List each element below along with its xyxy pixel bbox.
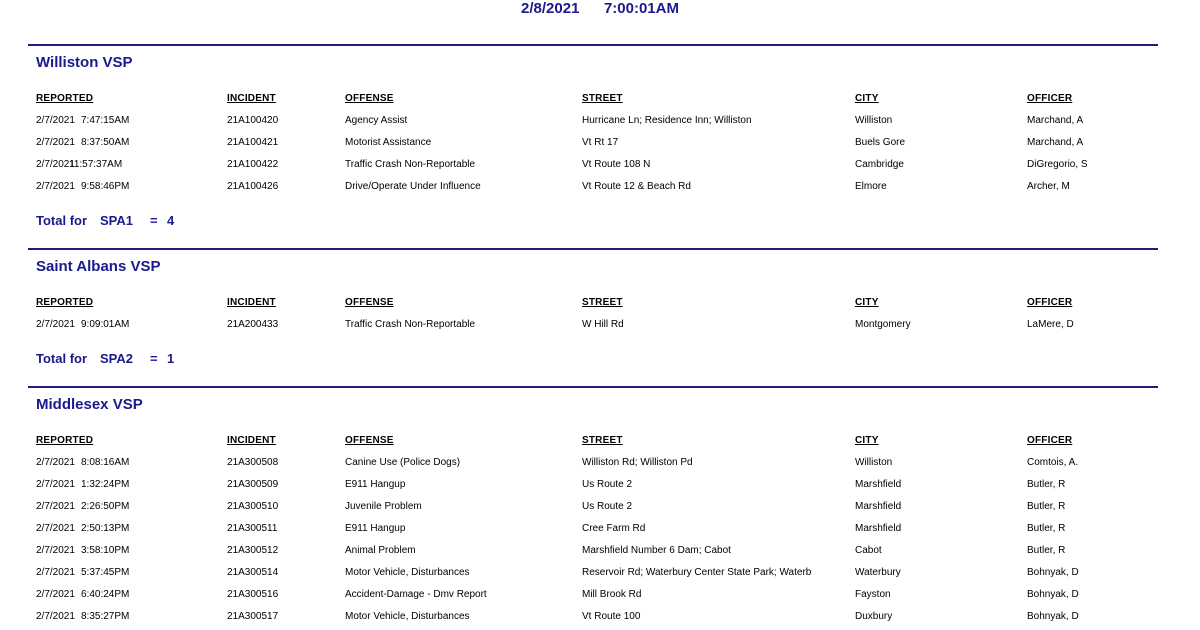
cell-offense: Animal Problem [345, 545, 416, 556]
cell-street: Vt Route 100 [582, 611, 641, 622]
column-header-city: CITY [855, 93, 879, 104]
cell-incident: 21A300514 [227, 567, 279, 578]
cell-city: Duxbury [855, 611, 893, 622]
report-date: 2/8/2021 [521, 0, 580, 17]
cell-street: Us Route 2 [582, 501, 633, 512]
cell-city: Marshfield [855, 501, 902, 512]
column-header-officer: OFFICER [1027, 93, 1073, 104]
column-header-offense: OFFENSE [345, 93, 394, 104]
cell-city: Fayston [855, 589, 891, 600]
cell-incident: 21A300510 [227, 501, 279, 512]
cell-offense: Agency Assist [345, 115, 408, 126]
section-divider [28, 248, 1158, 250]
cell-incident: 21A100426 [227, 181, 279, 192]
cell-offense: E911 Hangup [345, 479, 406, 490]
column-header-officer: OFFICER [1027, 435, 1073, 446]
cell-street: Vt Route 12 & Beach Rd [582, 181, 691, 192]
cell-city: Cabot [855, 545, 882, 556]
total-count: 4 [167, 213, 175, 228]
cell-street: Cree Farm Rd [582, 523, 646, 534]
cell-city: Marshfield [855, 523, 902, 534]
cell-incident: 21A100421 [227, 137, 279, 148]
cell-date: 2/7/2021 [36, 457, 75, 468]
cell-officer: Marchand, A [1027, 115, 1084, 126]
cell-street: Vt Rt 17 [582, 137, 619, 148]
total-code: SPA2 [100, 351, 133, 366]
total-equals: = [150, 351, 158, 366]
cell-time: 9:09:01AM [81, 319, 130, 330]
cell-date: 2/7/2021 [36, 159, 75, 170]
cell-offense: Motor Vehicle, Disturbances [345, 567, 470, 578]
cell-incident: 21A300512 [227, 545, 279, 556]
cell-officer: Comtois, A. [1027, 457, 1079, 468]
column-header-street: STREET [582, 297, 623, 308]
cell-offense: Traffic Crash Non-Reportable [345, 319, 476, 330]
cell-date: 2/7/2021 [36, 501, 75, 512]
cell-time: 2:50:13PM [81, 523, 130, 534]
cell-city: Marshfield [855, 479, 902, 490]
cell-street: W Hill Rd [582, 319, 624, 330]
cell-offense: Canine Use (Police Dogs) [345, 457, 461, 468]
cell-date: 2/7/2021 [36, 611, 75, 622]
column-header-offense: OFFENSE [345, 435, 394, 446]
cell-offense: Motorist Assistance [345, 137, 432, 148]
cell-incident: 21A300517 [227, 611, 279, 622]
cell-time: 7:47:15AM [81, 115, 130, 126]
section-title: Middlesex VSP [36, 396, 143, 413]
cell-date: 2/7/2021 [36, 319, 75, 330]
cell-time: 1:32:24PM [81, 479, 130, 490]
cell-officer: DiGregorio, S [1027, 159, 1088, 170]
cell-officer: Butler, R [1027, 479, 1066, 490]
cell-street: Marshfield Number 6 Dam; Cabot [582, 545, 731, 556]
section-title: Saint Albans VSP [36, 258, 161, 275]
cell-incident: 21A300511 [227, 523, 278, 534]
cell-incident: 21A100420 [227, 115, 279, 126]
cell-time: 8:08:16AM [81, 457, 130, 468]
cell-date: 2/7/2021 [36, 181, 75, 192]
total-label: Total for [36, 351, 88, 366]
cell-time: 11:57:37AM [69, 159, 123, 170]
cell-offense: Motor Vehicle, Disturbances [345, 611, 470, 622]
cell-offense: Juvenile Problem [345, 501, 422, 512]
cell-street: Reservoir Rd; Waterbury Center State Park; Waterb [582, 567, 812, 578]
cell-time: 8:37:50AM [81, 137, 130, 148]
cell-offense: Drive/Operate Under Influence [345, 181, 481, 192]
column-header-reported: REPORTED [36, 93, 94, 104]
cell-date: 2/7/2021 [36, 479, 75, 490]
section-title: Williston VSP [36, 54, 133, 71]
column-header-city: CITY [855, 297, 879, 308]
cell-date: 2/7/2021 [36, 137, 75, 148]
cell-street: Us Route 2 [582, 479, 633, 490]
cell-offense: E911 Hangup [345, 523, 406, 534]
cell-incident: 21A300509 [227, 479, 279, 490]
cell-offense: Traffic Crash Non-Reportable [345, 159, 476, 170]
cell-date: 2/7/2021 [36, 545, 75, 556]
cell-street: Hurricane Ln; Residence Inn; Williston [582, 115, 752, 126]
cell-incident: 21A100422 [227, 159, 279, 170]
cell-officer: Butler, R [1027, 501, 1066, 512]
cell-officer: Bohnyak, D [1027, 567, 1079, 578]
column-header-city: CITY [855, 435, 879, 446]
column-header-incident: INCIDENT [227, 93, 276, 104]
cell-incident: 21A200433 [227, 319, 279, 330]
cell-time: 8:35:27PM [81, 611, 130, 622]
cell-officer: Bohnyak, D [1027, 611, 1079, 622]
cell-officer: Bohnyak, D [1027, 589, 1079, 600]
total-label: Total for [36, 213, 88, 228]
column-header-incident: INCIDENT [227, 297, 276, 308]
cell-officer: Archer, M [1027, 181, 1070, 192]
cell-street: Williston Rd; Williston Pd [582, 457, 693, 468]
cell-city: Elmore [855, 181, 887, 192]
cell-street: Mill Brook Rd [582, 589, 642, 600]
cell-officer: Butler, R [1027, 523, 1066, 534]
cell-city: Waterbury [855, 567, 901, 578]
cell-date: 2/7/2021 [36, 115, 75, 126]
cell-date: 2/7/2021 [36, 567, 75, 578]
column-header-street: STREET [582, 93, 623, 104]
cell-time: 5:37:45PM [81, 567, 130, 578]
cell-incident: 21A300516 [227, 589, 279, 600]
cell-time: 9:58:46PM [81, 181, 130, 192]
cell-officer: LaMere, D [1027, 319, 1074, 330]
column-header-incident: INCIDENT [227, 435, 276, 446]
cell-city: Williston [855, 457, 893, 468]
section-divider [28, 386, 1158, 388]
section-divider [28, 44, 1158, 46]
cell-offense: Accident-Damage - Dmv Report [345, 589, 487, 600]
cell-time: 6:40:24PM [81, 589, 130, 600]
cell-city: Montgomery [855, 319, 911, 330]
cell-city: Williston [855, 115, 893, 126]
cell-city: Buels Gore [855, 137, 906, 148]
cell-officer: Butler, R [1027, 545, 1066, 556]
column-header-street: STREET [582, 435, 623, 446]
total-equals: = [150, 213, 158, 228]
cell-date: 2/7/2021 [36, 589, 75, 600]
total-count: 1 [167, 351, 175, 366]
column-header-offense: OFFENSE [345, 297, 394, 308]
cell-date: 2/7/2021 [36, 523, 75, 534]
cell-street: Vt Route 108 N [582, 159, 651, 170]
total-code: SPA1 [100, 213, 133, 228]
report-time: 7:00:01AM [603, 0, 679, 17]
cell-time: 3:58:10PM [81, 545, 130, 556]
report-datetime [0, 0, 1200, 18]
column-header-officer: OFFICER [1027, 297, 1073, 308]
cell-time: 2:26:50PM [81, 501, 130, 512]
cell-city: Cambridge [855, 159, 904, 170]
cell-incident: 21A300508 [227, 457, 279, 468]
cell-officer: Marchand, A [1027, 137, 1084, 148]
column-header-reported: REPORTED [36, 435, 94, 446]
column-header-reported: REPORTED [36, 297, 94, 308]
